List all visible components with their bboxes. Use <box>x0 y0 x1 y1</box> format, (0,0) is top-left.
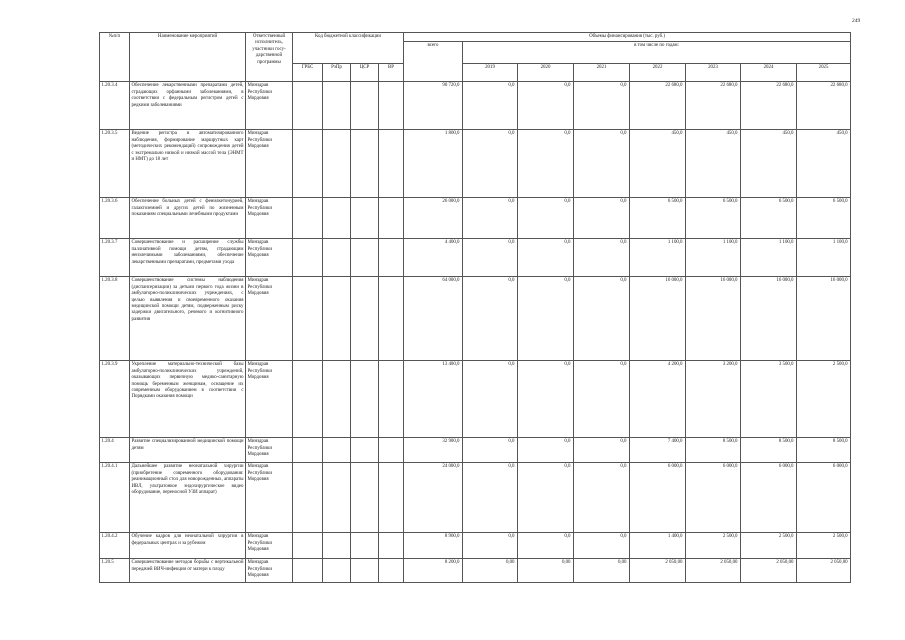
header-code-1: РзПр <box>323 64 351 82</box>
row-year-2025: 2 500,0 <box>797 533 851 559</box>
row-year-2024: 2 500,0 <box>741 533 797 559</box>
row-code-cell <box>323 559 351 583</box>
row-year-2019: 0,0 <box>463 277 518 361</box>
row-year-2023: 2 500,0 <box>686 533 741 559</box>
row-year-2019: 0,0 <box>463 463 518 533</box>
row-name: Дальнейшее развитие неонатальной хирургии (приобретение современного оборудования: реанимационный стол для новорожденных, аппараты ИВЛ, ультратонкое эндохирургическое видео оборудование, переносной УЗИ аппарат) <box>130 463 246 533</box>
table-row <box>100 198 851 239</box>
row-executor: Минздрав Республики Мордовия <box>246 438 293 463</box>
row-executor: Минздрав Республики Мордовия <box>246 463 293 533</box>
row-year-2020: 0,0 <box>518 277 574 361</box>
page-number: 249 <box>852 18 861 24</box>
row-year-2025: 6 500,0 <box>797 198 851 239</box>
row-code-cell <box>323 533 351 559</box>
row-code-cell <box>351 559 379 583</box>
row-year-2023: 3 200,0 <box>686 361 741 438</box>
row-executor: Минздрав Республики Мордовия <box>246 198 293 239</box>
row-year-2019: 0,0 <box>463 82 518 130</box>
row-total: 64 000,0 <box>404 277 463 361</box>
row-year-2024: 6 500,0 <box>741 198 797 239</box>
row-year-2020: 0,0 <box>518 82 574 130</box>
row-code-cell <box>323 277 351 361</box>
row-name: Ведение регистра и автоматизированного наблюдения, формирование маршрутных карт (методических рекомендаций) сопровождения детей с экстремально низкой и низкой массой тела (ЭНМТ и НМТ) до 18 лет <box>130 130 246 198</box>
row-executor: Минздрав Республики Мордовия <box>246 82 293 130</box>
row-name: Совершенствование системы наблюдения (диспансеризации) за детьми первого года жизни в амбулаторно-поликлинических учреждениях, с целью выявления и своевременного оказания медицинской помощи детям, подверженным риску задержки двигательного, речевого и когнитивного развития <box>130 277 246 361</box>
row-code-cell <box>379 463 404 533</box>
row-code-cell <box>351 361 379 438</box>
row-year-2021: 0,0 <box>574 463 630 533</box>
header-total: всего <box>404 42 463 82</box>
row-year-2025: 16 000,0 <box>797 277 851 361</box>
header-year-2024: 2024 <box>741 64 797 82</box>
row-code-cell <box>351 438 379 463</box>
row-year-2021: 0,0 <box>574 239 630 277</box>
row-year-2024: 2 050,00 <box>741 559 797 583</box>
row-executor: Минздрав Республики Мордовия <box>246 361 293 438</box>
row-year-2019: 0,0 <box>463 438 518 463</box>
row-name: Укрепление материально-технической базы амбулаторно-поликлинических учреждений, оказывающих первичную медико-санитарную помощь беременным женщинам, оснащение их современным оборудованием в соответствии с Порядками оказания помощи <box>130 361 246 438</box>
row-year-2024: 1 100,0 <box>741 239 797 277</box>
row-year-2022: 1 400,0 <box>630 533 686 559</box>
header-year-2022: 2022 <box>630 64 686 82</box>
row-total: 8 200,0 <box>404 559 463 583</box>
row-code-cell <box>293 438 323 463</box>
row-year-2022: 7 400,0 <box>630 438 686 463</box>
row-executor: Минздрав Республики Мордовия <box>246 239 293 277</box>
row-year-2024: 16 000,0 <box>741 277 797 361</box>
row-code-cell <box>293 130 323 198</box>
row-year-2019: 0,0 <box>463 361 518 438</box>
row-name: Совершенствование и расширение службы паллиативной помощи детям, страдающим неизлечимыми заболеваниями, обеспечение лекарственными препаратами, предметами ухода <box>130 239 246 277</box>
row-year-2020: 0,0 <box>518 130 574 198</box>
row-code-cell <box>351 198 379 239</box>
row-year-2025: 8 500,0 <box>797 438 851 463</box>
row-code-cell <box>293 533 323 559</box>
row-code-cell <box>323 130 351 198</box>
row-code-cell <box>379 130 404 198</box>
header-year-2023: 2023 <box>686 64 741 82</box>
row-code-cell <box>293 361 323 438</box>
table-row <box>100 277 851 361</box>
row-year-2025: 450,0 <box>797 130 851 198</box>
row-code-cell <box>293 239 323 277</box>
row-year-2023: 6 000,0 <box>686 463 741 533</box>
table-row <box>100 130 851 198</box>
row-year-2023: 1 100,0 <box>686 239 741 277</box>
header-year-2019: 2019 <box>463 64 518 82</box>
row-code-cell <box>379 82 404 130</box>
row-year-2023: 16 000,0 <box>686 277 741 361</box>
row-year-2023: 450,0 <box>686 130 741 198</box>
row-code-cell <box>379 438 404 463</box>
row-year-2022: 4 200,0 <box>630 361 686 438</box>
header-code-2: ЦСР <box>351 64 379 82</box>
row-name: Обучение кадров для неонатальной хирургии в федеральных центрах и за рубежом <box>130 533 246 559</box>
header-year-2020: 2020 <box>518 64 574 82</box>
row-year-2024: 450,0 <box>741 130 797 198</box>
row-number: 1.20.3.5 <box>100 130 130 198</box>
row-number: 1.20.5 <box>100 559 130 583</box>
row-year-2025: 2 050,00 <box>797 559 851 583</box>
row-total: 90 720,0 <box>404 82 463 130</box>
header-funding: Объемы финансирования (тыс. руб.) <box>404 33 851 42</box>
row-number: 1.20.3.4 <box>100 82 130 130</box>
header-year-2021: 2021 <box>574 64 630 82</box>
row-code-cell <box>293 277 323 361</box>
row-number: 1.20.3.8 <box>100 277 130 361</box>
row-code-cell <box>351 82 379 130</box>
row-year-2019: 0,00 <box>463 559 518 583</box>
funding-table <box>99 32 851 583</box>
row-executor: Минздрав Республики Мордовия <box>246 559 293 583</box>
header-name: Наименование мероприятий <box>130 33 246 82</box>
table-row <box>100 361 851 438</box>
row-year-2021: 0,0 <box>574 533 630 559</box>
row-number: 1.20.4 <box>100 438 130 463</box>
row-year-2020: 0,0 <box>518 198 574 239</box>
header-codes: Код бюджетной классификации <box>293 33 404 64</box>
row-year-2024: 22 680,0 <box>741 82 797 130</box>
row-year-2020: 0,0 <box>518 239 574 277</box>
row-code-cell <box>351 277 379 361</box>
row-code-cell <box>351 130 379 198</box>
row-code-cell <box>379 239 404 277</box>
header-code-0: ГРБС <box>293 64 323 82</box>
row-executor: Минздрав Республики Мордовия <box>246 277 293 361</box>
row-total: 32 900,0 <box>404 438 463 463</box>
table-row <box>100 463 851 533</box>
row-total: 13 400,0 <box>404 361 463 438</box>
row-year-2021: 0,0 <box>574 130 630 198</box>
row-total: 24 000,0 <box>404 463 463 533</box>
row-year-2023: 2 050,00 <box>686 559 741 583</box>
row-number: 1.20.4.1 <box>100 463 130 533</box>
row-year-2022: 450,0 <box>630 130 686 198</box>
row-code-cell <box>293 82 323 130</box>
table-row <box>100 559 851 583</box>
row-year-2024: 8 500,0 <box>741 438 797 463</box>
table-row <box>100 438 851 463</box>
row-code-cell <box>323 361 351 438</box>
row-code-cell <box>379 198 404 239</box>
row-code-cell <box>379 559 404 583</box>
row-total: 8 900,0 <box>404 533 463 559</box>
row-year-2025: 1 100,0 <box>797 239 851 277</box>
row-year-2022: 2 050,00 <box>630 559 686 583</box>
row-code-cell <box>323 438 351 463</box>
header-executor: Ответственный исполнитель, участники госу- дарственной программы <box>246 33 293 82</box>
row-code-cell <box>351 463 379 533</box>
row-year-2020: 0,0 <box>518 361 574 438</box>
table-row <box>100 533 851 559</box>
row-year-2023: 22 680,0 <box>686 82 741 130</box>
row-executor: Минздрав Республики Мордовия <box>246 130 293 198</box>
row-year-2021: 0,00 <box>574 559 630 583</box>
row-year-2019: 0,0 <box>463 239 518 277</box>
table-row <box>100 239 851 277</box>
row-code-cell <box>323 198 351 239</box>
header-year-2025: 2025 <box>797 64 851 82</box>
row-year-2023: 6 500,0 <box>686 198 741 239</box>
row-code-cell <box>323 82 351 130</box>
row-code-cell <box>379 533 404 559</box>
row-year-2020: 0,00 <box>518 559 574 583</box>
row-year-2022: 6 000,0 <box>630 463 686 533</box>
row-name: Обеспечение лекарственными препаратами детей, страдающих орфанными заболеваниями, в соответствии с федеральным регистром детей с редкими заболеваниями <box>130 82 246 130</box>
row-year-2019: 0,0 <box>463 130 518 198</box>
row-code-cell <box>351 533 379 559</box>
row-name: Совершенствование методов борьбы с вертикальной передачей ВИЧ-инфекции от матери к плоду <box>130 559 246 583</box>
row-code-cell <box>379 277 404 361</box>
row-executor: Минздрав Республики Мордовия <box>246 533 293 559</box>
row-year-2023: 8 500,0 <box>686 438 741 463</box>
row-year-2024: 6 000,0 <box>741 463 797 533</box>
row-year-2021: 0,0 <box>574 198 630 239</box>
row-year-2024: 3 500,0 <box>741 361 797 438</box>
row-number: 1.20.4.2 <box>100 533 130 559</box>
row-year-2019: 0,0 <box>463 198 518 239</box>
row-year-2025: 2 500,0 <box>797 361 851 438</box>
row-year-2022: 22 680,0 <box>630 82 686 130</box>
row-name: Обеспечение больных детей с фенилкетонурией, галактоземией и других детей по жизненным показаниям специальными лечебными продуктами <box>130 198 246 239</box>
header-code-3: ВР <box>379 64 404 82</box>
row-code-cell <box>379 361 404 438</box>
row-year-2025: 6 000,0 <box>797 463 851 533</box>
row-number: 1.20.3.7 <box>100 239 130 277</box>
row-total: 4 400,0 <box>404 239 463 277</box>
row-total: 26 000,0 <box>404 198 463 239</box>
row-code-cell <box>293 463 323 533</box>
row-total: 1 800,0 <box>404 130 463 198</box>
row-number: 1.20.3.9 <box>100 361 130 438</box>
header-num: №п/п <box>100 33 130 82</box>
row-year-2021: 0,0 <box>574 361 630 438</box>
row-year-2020: 0,0 <box>518 463 574 533</box>
header-by-year: в том числе по годам: <box>463 42 851 64</box>
table-row <box>100 82 851 130</box>
row-name: Развитие специализированной медицинской помощи детям <box>130 438 246 463</box>
row-code-cell <box>323 239 351 277</box>
row-code-cell <box>351 239 379 277</box>
row-year-2021: 0,0 <box>574 438 630 463</box>
row-year-2019: 0,0 <box>463 533 518 559</box>
row-number: 1.20.3.6 <box>100 198 130 239</box>
row-year-2022: 6 500,0 <box>630 198 686 239</box>
row-year-2021: 0,0 <box>574 82 630 130</box>
row-year-2021: 0,0 <box>574 277 630 361</box>
row-code-cell <box>293 559 323 583</box>
row-year-2022: 16 000,0 <box>630 277 686 361</box>
row-year-2025: 22 680,0 <box>797 82 851 130</box>
row-year-2020: 0,0 <box>518 533 574 559</box>
row-code-cell <box>323 463 351 533</box>
row-code-cell <box>293 198 323 239</box>
row-year-2022: 1 100,0 <box>630 239 686 277</box>
row-year-2020: 0,0 <box>518 438 574 463</box>
